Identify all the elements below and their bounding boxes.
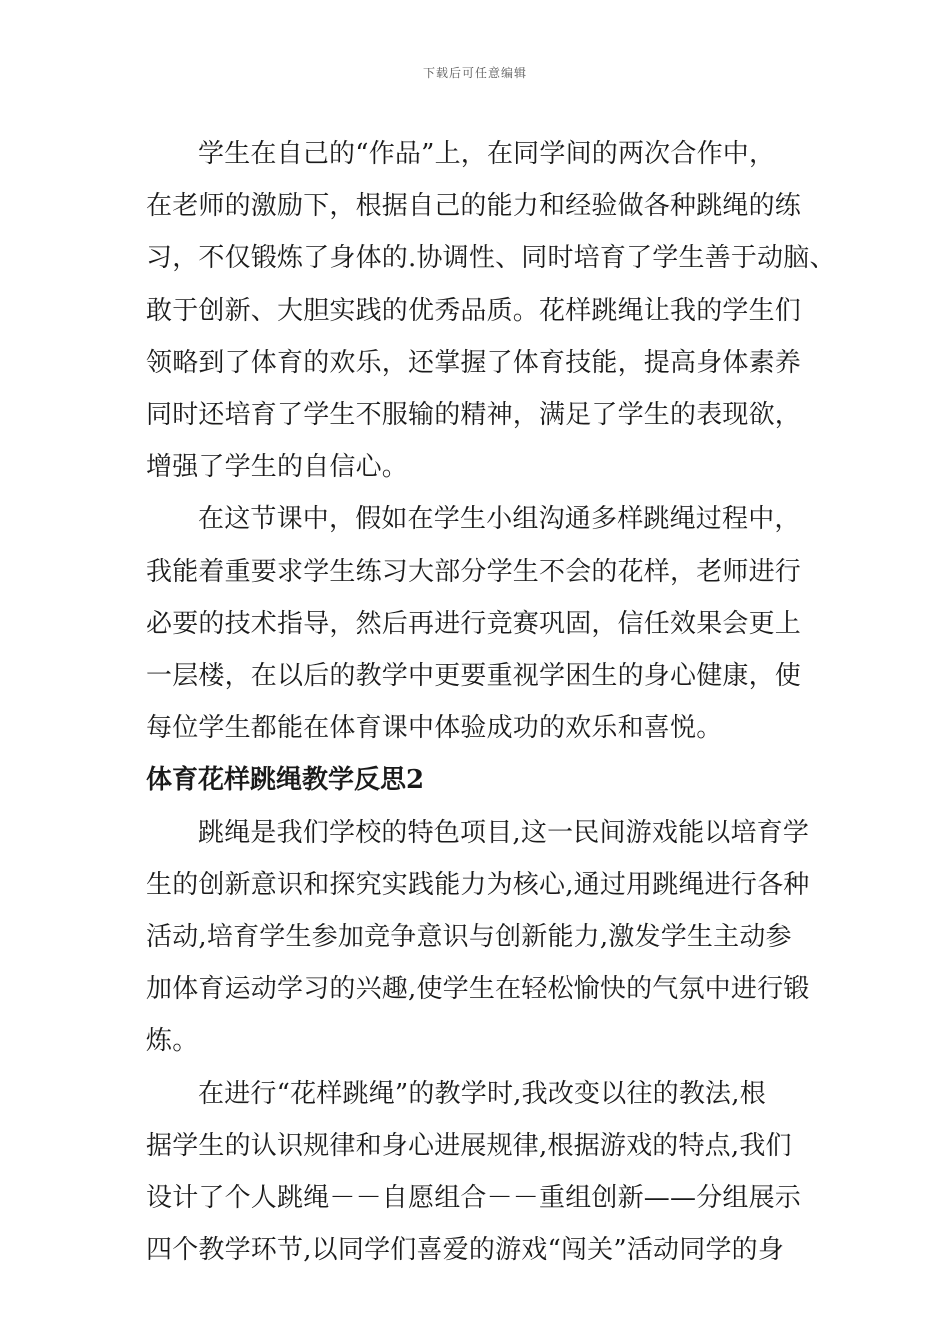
- paragraph-line: 炼。: [146, 1026, 199, 1057]
- paragraph-line: 习，不仅锻炼了身体的.协调性、同时培育了学生善于动脑、: [146, 243, 836, 274]
- paragraph-line: 必要的技术指导，然后再进行竞赛巩固，信任效果会更上: [146, 608, 802, 639]
- paragraph-4: [146, 1068, 826, 1277]
- section-title: 体育花样跳绳教学反思2: [146, 765, 425, 796]
- paragraph-line: 敢于创新、大胆实践的优秀品质。花样跳绳让我的学生们: [146, 295, 802, 326]
- paragraph-line: 设计了个人跳绳－－自愿组合－－重组创新——分组展示: [146, 1183, 802, 1214]
- paragraph-line: 在进行“花样跳绳”的教学时,我改变以往的教法,根: [198, 1078, 766, 1109]
- paragraph-line: 增强了学生的自信心。: [146, 452, 409, 483]
- paragraph-line: 四个教学环节,以同学们喜爱的游戏“闯关”活动同学的身: [146, 1235, 785, 1266]
- page-header: 下载后可任意编辑: [422, 66, 527, 80]
- paragraph-line: 我能着重要求学生练习大部分学生不会的花样，老师进行: [146, 556, 802, 587]
- paragraph-line: 学生在自己的“作品”上，在同学间的两次合作中，: [198, 139, 776, 169]
- paragraph-line: 据学生的认识规律和身心进展规律,根据游戏的特点,我们: [146, 1130, 792, 1161]
- document-body: [146, 128, 836, 1276]
- paragraph-1: [146, 128, 836, 493]
- paragraph-line: 在老师的激励下，根据自己的能力和经验做各种跳绳的练: [146, 191, 802, 222]
- paragraph-3: [146, 807, 826, 1068]
- paragraph-line: 领略到了体育的欢乐，还掌握了体育技能，提高身体素养: [146, 347, 802, 378]
- paragraph-line: 加体育运动学习的兴趣,使学生在轻松愉快的气氛中进行锻: [146, 974, 810, 1005]
- paragraph-line: 活动,培育学生参加竞争意识与创新能力,激发学生主动参: [146, 922, 792, 953]
- paragraph-line: 跳绳是我们学校的特色项目,这一民间游戏能以培育学: [198, 817, 810, 848]
- paragraph-line: 每位学生都能在体育课中体验成功的欢乐和喜悦。: [146, 713, 723, 744]
- paragraph-2: [146, 493, 826, 754]
- paragraph-line: 一层楼，在以后的教学中更要重视学困生的身心健康，使: [146, 661, 802, 692]
- paragraph-line: 生的创新意识和探究实践能力为核心,通过用跳绳进行各种: [146, 869, 810, 900]
- paragraph-line: 同时还培育了学生不服输的精神，满足了学生的表现欲，: [146, 400, 802, 431]
- paragraph-line: 在这节课中，假如在学生小组沟通多样跳绳过程中，: [198, 504, 801, 535]
